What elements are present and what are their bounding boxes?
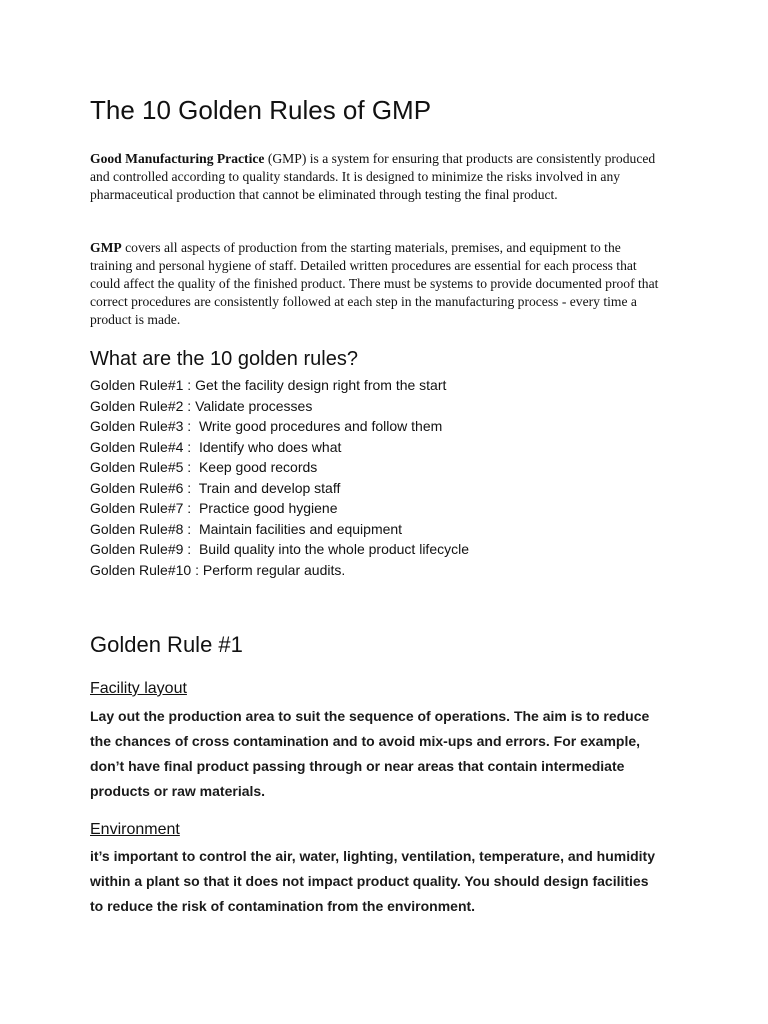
environment-text: it’s important to control the air, water, lighting, ventilation, temperature, and humidity within a plant so that it does not impact product quality. You should design facilities to reduce the risk of contamination from the environment. xyxy=(90,848,655,914)
facility-layout-heading: Facility layout xyxy=(90,680,187,697)
rule-item-6: Golden Rule#6 : Train and develop staff xyxy=(90,479,341,496)
rule-item-8: Golden Rule#8 : Maintain facilities and equipment xyxy=(90,520,403,537)
rule-item-3: Golden Rule#3 : Write good procedures and follow them xyxy=(90,418,443,434)
intro-term-gmp-full: Good Manufacturing Practice xyxy=(90,151,265,166)
intro-paragraph-2-text: covers all aspects of production from the starting materials, premises, and equipment to the training and personal hygiene of staff. Detailed written procedures are essential for each process that could affect the quality of the finished product. There must be systems to provide documented proof that correct procedures are consistently followed at each step in the manufacturing process - every time a product is made. xyxy=(90,240,659,327)
page-title: The 10 Golden Rules of GMP xyxy=(90,95,432,125)
rule-item-1: Golden Rule#1 : Get the facility design right from the start xyxy=(90,377,447,393)
intro-term-gmp: GMP xyxy=(90,240,122,255)
golden-rules-list xyxy=(90,375,469,580)
rule-item-7: Golden Rule#7 : Practice good hygiene xyxy=(90,500,338,516)
facility-layout-text: Lay out the production area to suit the sequence of operations. The aim is to reduce the chances of cross contamination and to avoid mix-ups and errors. For example, don’t have final product passing through or near areas that contain intermediate products or raw materials. xyxy=(90,708,650,799)
intro-paragraph-1 xyxy=(90,150,662,204)
rule-item-5: Golden Rule#5 : Keep good records xyxy=(90,459,318,475)
rule-item-10: Golden Rule#10 : Perform regular audits. xyxy=(90,561,346,578)
rules-heading: What are the 10 golden rules? xyxy=(90,348,358,370)
intro-paragraph-2 xyxy=(90,239,662,329)
intro-paragraph-1-text: (GMP) is a system for ensuring that products are consistently produced and controlled according to quality standards. It is designed to minimize the risks involved in any pharmaceutical production that cannot be eliminated through testing the final product. xyxy=(90,151,656,202)
environment-heading: Environment xyxy=(90,821,180,838)
golden-rule-1-heading: Golden Rule #1 xyxy=(90,632,243,657)
rule-item-4: Golden Rule#4 : Identify who does what xyxy=(90,438,342,455)
rule-item-9: Golden Rule#9 : Build quality into the whole product lifecycle xyxy=(90,541,469,557)
rule-item-2: Golden Rule#2 : Validate processes xyxy=(90,397,313,414)
